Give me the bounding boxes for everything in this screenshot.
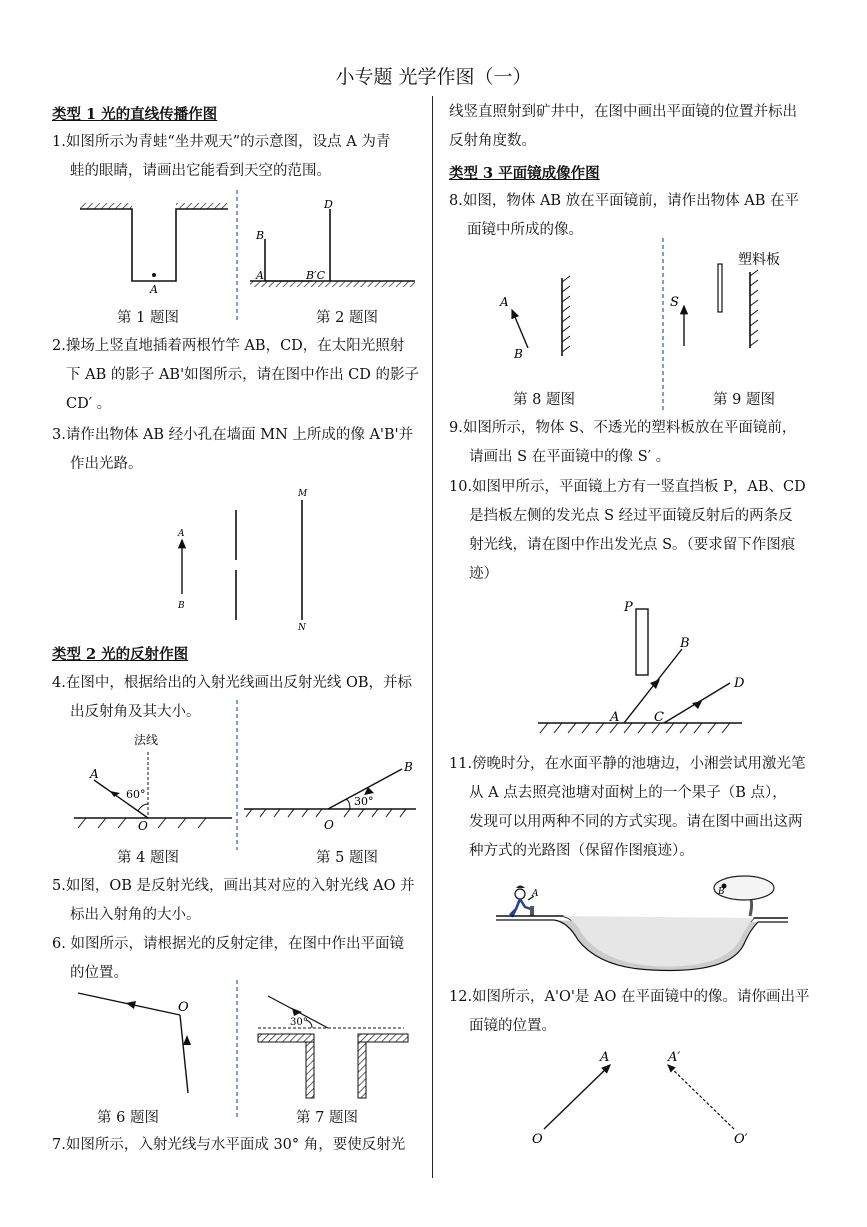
fig3-label-M: M xyxy=(298,489,308,499)
question-11 xyxy=(449,750,806,866)
figure-separator xyxy=(236,190,238,320)
fig2-label-B: B xyxy=(256,229,265,242)
figure-7-mine-shaft xyxy=(254,992,414,1102)
fig9-label-board: 塑料板 xyxy=(738,252,780,268)
question-5-line-1: 5.如图，OB 是反射光线，画出其对应的入射光线 AO 并 xyxy=(52,878,415,894)
question-7-line-2: 线竖直照射到矿井中，在图中画出平面镜的位置并标出 xyxy=(449,104,797,120)
caption-fig-2: 第 2 题图 xyxy=(316,310,378,326)
caption-fig-1: 第 1 题图 xyxy=(117,310,179,326)
fig5-label-O: O xyxy=(324,818,334,832)
fig10-label-P: P xyxy=(624,600,633,615)
question-9-line-2: 请画出 S 在平面镜中的像 S′ 。 xyxy=(469,449,671,465)
fig4-label-normal: 法线 xyxy=(134,733,159,747)
column-divider xyxy=(432,96,433,1178)
question-4-line-2: 出反射角及其大小。 xyxy=(70,704,201,720)
figure-3-pinhole xyxy=(170,482,320,632)
fig5-label-B: B xyxy=(404,760,413,774)
fig4-label-O: O xyxy=(138,819,148,833)
question-7-continued xyxy=(449,98,797,156)
question-11-line-1: 11.傍晚时分，在水面平静的池塘边，小湘尝试用激光笔 xyxy=(449,756,806,772)
fig9-label-S: S xyxy=(670,295,679,310)
fig10-label-A: A xyxy=(610,710,620,725)
fig12-label-A-prime: A′ xyxy=(668,1050,681,1065)
section-2-heading: 类型 2 光的反射作图 xyxy=(52,646,189,663)
question-11-line-4: 种方式的光路图（保留作图痕迹）。 xyxy=(469,843,694,859)
question-1 xyxy=(52,128,390,186)
caption-fig-6: 第 6 题图 xyxy=(97,1110,159,1126)
question-8-line-2: 面镜中所成的像。 xyxy=(467,222,583,238)
figure-9-mirror-board xyxy=(666,244,796,354)
question-9 xyxy=(449,414,796,472)
fig4-label-A: A xyxy=(90,767,99,781)
question-6 xyxy=(52,930,404,988)
question-10 xyxy=(449,473,806,589)
question-2-line-2: 下 AB 的影子 AB'如图所示，请在图中作出 CD 的影子 xyxy=(66,367,420,383)
fig11-label-A: A xyxy=(532,889,539,899)
question-10-line-2: 是挡板左侧的发光点 S 经过平面镜反射后的两条反 xyxy=(469,508,793,524)
fig8-label-A: A xyxy=(500,295,509,309)
figure-10-screen-mirror xyxy=(532,595,747,740)
question-5-line-2: 标出入射角的大小。 xyxy=(70,907,201,923)
fig10-label-C: C xyxy=(654,710,664,725)
fig12-label-O: O xyxy=(532,1132,543,1147)
question-10-line-1: 10.如图甲所示，平面镜上方有一竖直挡板 P，AB、CD xyxy=(449,479,806,495)
figure-5-reflection xyxy=(240,755,420,835)
fig11-label-B: B xyxy=(718,887,725,897)
caption-fig-5: 第 5 题图 xyxy=(316,850,378,866)
caption-fig-4: 第 4 题图 xyxy=(117,850,179,866)
fig3-label-B: B xyxy=(178,601,185,611)
fig3-label-N: N xyxy=(298,623,306,632)
question-12-line-2: 面镜的位置。 xyxy=(469,1018,556,1034)
question-4 xyxy=(52,669,412,727)
question-12-line-1: 12.如图所示，A'O'是 AO 在平面镜中的像。请你画出平 xyxy=(449,989,810,1005)
caption-fig-9: 第 9 题图 xyxy=(713,392,775,408)
question-5 xyxy=(52,872,415,930)
question-3 xyxy=(52,421,413,479)
question-9-line-1: 9.如图所示，物体 S、不透光的塑料板放在平面镜前， xyxy=(449,420,797,436)
section-3-heading: 类型 3 平面镜成像作图 xyxy=(449,165,600,182)
question-8-line-1: 8.如图，物体 AB 放在平面镜前，请作出物体 AB 在平 xyxy=(449,193,800,209)
person-head xyxy=(515,889,525,899)
figure-2-poles xyxy=(240,195,420,295)
fig8-label-B: B xyxy=(514,347,523,361)
fig2-label-A: A xyxy=(256,269,264,282)
question-1-line-2: 蛙的眼睛，请画出它能看到天空的范围。 xyxy=(70,163,331,179)
question-10-line-4: 迹） xyxy=(469,566,498,582)
fig10-label-D: D xyxy=(734,676,745,691)
question-11-line-2: 从 A 点去照亮池塘对面树上的一个果子（B 点）， xyxy=(469,785,787,801)
fig6-label-O: O xyxy=(178,1000,189,1015)
question-2-line-3: CD′ 。 xyxy=(66,396,112,412)
question-3-line-2: 作出光路。 xyxy=(70,456,143,472)
question-7-line-3: 反射角度数。 xyxy=(449,133,536,149)
figure-4-reflection xyxy=(72,728,234,834)
figure-separator xyxy=(236,700,238,850)
figure-1-well xyxy=(72,195,232,295)
page-title: 小专题 光学作图（一） xyxy=(335,66,532,88)
question-12 xyxy=(449,983,809,1041)
figure-8-mirror xyxy=(494,270,584,370)
question-2-line-1: 2.操场上竖直地插着两根竹竿 AB，CD，在太阳光照射 xyxy=(52,338,405,354)
fig4-label-angle: 60° xyxy=(126,788,146,801)
figure-separator xyxy=(236,980,238,1120)
caption-fig-8: 第 8 题图 xyxy=(513,392,575,408)
question-7-line-1: 7.如图所示，入射光线与水平面成 30° 角，要使反射光 xyxy=(52,1137,406,1153)
figure-11-pond xyxy=(492,870,792,975)
caption-fig-7: 第 7 题图 xyxy=(296,1110,358,1126)
fig2-label-D: D xyxy=(324,198,333,211)
question-11-line-3: 发现可以用两种不同的方式实现。请在图中画出这两 xyxy=(469,814,803,830)
question-10-line-3: 射光线，请在图中作出发光点 S。（要求留下作图痕 xyxy=(469,537,796,553)
question-8 xyxy=(449,187,799,245)
section-1-heading: 类型 1 光的直线传播作图 xyxy=(52,106,218,123)
question-7 xyxy=(52,1131,405,1160)
fig12-label-A: A xyxy=(600,1050,610,1065)
figure-6-rays xyxy=(70,985,200,1100)
question-1-line-1: 1.如图所示为青蛙“坐井观天”的示意图，设点 A 为青 xyxy=(52,134,391,150)
fig5-label-angle: 30° xyxy=(354,795,374,808)
fig3-label-A: A xyxy=(178,529,185,539)
fig10-label-B: B xyxy=(680,636,690,651)
fig2-label-BC: B′C xyxy=(306,269,325,282)
question-2 xyxy=(52,332,419,419)
question-6-line-1: 6. 如图所示，请根据光的反射定律，在图中作出平面镜 xyxy=(52,936,404,952)
question-3-line-1: 3.请作出物体 AB 经小孔在墙面 MN 上所成的像 A'B'并 xyxy=(52,427,414,443)
frog-eye-dot xyxy=(152,273,156,277)
fig7-label-angle: 30° xyxy=(290,1017,308,1028)
fig1-label-A: A xyxy=(150,283,158,295)
figure-separator xyxy=(662,238,664,410)
question-6-line-2: 的位置。 xyxy=(70,965,128,981)
question-4-line-1: 4.在图中，根据给出的入射光线画出反射光线 OB，并标 xyxy=(52,675,412,691)
figure-12-image xyxy=(526,1045,766,1150)
fig12-label-O-prime: O′ xyxy=(734,1132,748,1147)
